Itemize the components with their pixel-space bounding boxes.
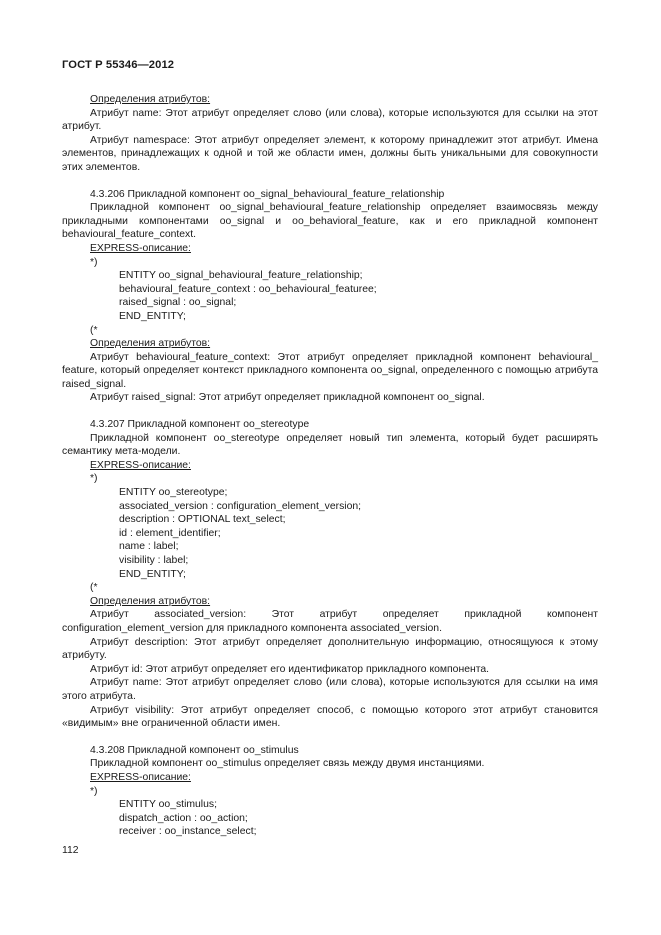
code-line: END_ENTITY; [119, 568, 186, 580]
code-line: id : element_identifier; [119, 527, 221, 539]
code-line: receiver : oo_instance_select; [119, 826, 257, 838]
paragraph: Атрибут name: Этот атрибут определяет слово (или слова), которые используются для ссылки на имя этого атрибута. [62, 677, 598, 702]
page-content [62, 93, 598, 839]
express-heading: EXPRESS-описание: [90, 771, 191, 783]
section-heading: 4.3.208 Прикладной компонент oo_stimulus [90, 744, 299, 756]
comment-open: (* [90, 324, 98, 336]
paragraph: Атрибут associated_version: Этот атрибут определяет прикладной компонент configuration_element_version для прикладного компонента associated_version. [62, 609, 598, 634]
paragraph: Атрибут behavioural_feature_context: Этот атрибут определяет прикладной компонент behavioural_ feature, который определяет контекст прикладного компонента oo_signal, определенного с помощью атрибута raised_signal. [62, 351, 598, 390]
code-line: behavioural_feature_context : oo_behavioural_featuree; [119, 283, 377, 295]
paragraph: Атрибут description: Этот атрибут определяет дополнительную информацию, относящуюся к этому атрибуту. [62, 636, 598, 662]
code-line: ENTITY oo_signal_behavioural_feature_relationship; [119, 270, 363, 282]
code-line: description : OPTIONAL text_select; [119, 514, 286, 526]
paragraph: Прикладной компонент oo_stereotype определяет новый тип элемента, который будет расширять семантику мета-модели. [62, 432, 598, 458]
express-heading: EXPRESS-описание: [90, 459, 191, 471]
comment-close: *) [90, 473, 98, 485]
code-line: name : label; [119, 541, 179, 553]
comment-close: *) [90, 256, 98, 268]
attribute-definitions-heading: Определения атрибутов: [90, 338, 211, 350]
paragraph: Атрибут visibility: Этот атрибут определяет способ, с помощью которого этот атрибут становится «видимым» вне ограниченной области имен. [62, 704, 598, 730]
code-line: dispatch_action : oo_action; [119, 812, 248, 824]
paragraph: Прикладной компонент oo_stimulus определяет связь между двумя инстанциями. [90, 758, 485, 770]
standard-title: ГОСТ Р 55346—2012 [62, 59, 175, 71]
paragraph: Атрибут raised_signal: Этот атрибут определяет прикладной компонент oo_signal. [90, 392, 485, 404]
paragraph: Атрибут name: Этот атрибут определяет слово (или слова), которые используются для ссылки на этот атрибут. [62, 107, 598, 133]
section-heading: 4.3.206 Прикладной компонент oo_signal_behavioural_feature_relationship [90, 188, 445, 200]
paragraph: Атрибут id: Этот атрибут определяет его идентификатор прикладного компонента. [90, 663, 490, 675]
paragraph: Атрибут namespace: Этот атрибут определяет элемент, к которому принадлежит этот атрибут. Имена элементов, принадлежащих к одной и той же области имен, должны быть уникальными для совокупности этих элементов. [62, 134, 598, 173]
attribute-definitions-heading: Определения атрибутов: [90, 94, 211, 105]
code-line: visibility : label; [119, 555, 189, 566]
code-line: associated_version : configuration_element_version; [119, 500, 362, 512]
section-heading: 4.3.207 Прикладной компонент oo_stereotype [90, 419, 310, 431]
code-line: END_ENTITY; [119, 310, 186, 322]
attribute-definitions-heading: Определения атрибутов: [90, 595, 211, 607]
code-line: raised_signal : oo_signal; [119, 297, 237, 309]
comment-open: (* [90, 582, 98, 594]
code-line: ENTITY oo_stimulus; [119, 799, 217, 811]
comment-close: *) [90, 785, 98, 797]
page-number: 112 [62, 845, 79, 856]
code-line: ENTITY oo_stereotype; [119, 487, 228, 499]
paragraph: Прикладной компонент oo_signal_behavioural_feature_relationship определяет взаимосвязь между прикладными компонентами oo_signal и oo_behavioral_feature, как и его прикладной компонент behavioural_feature_context. [62, 202, 598, 241]
express-heading: EXPRESS-описание: [90, 242, 191, 254]
